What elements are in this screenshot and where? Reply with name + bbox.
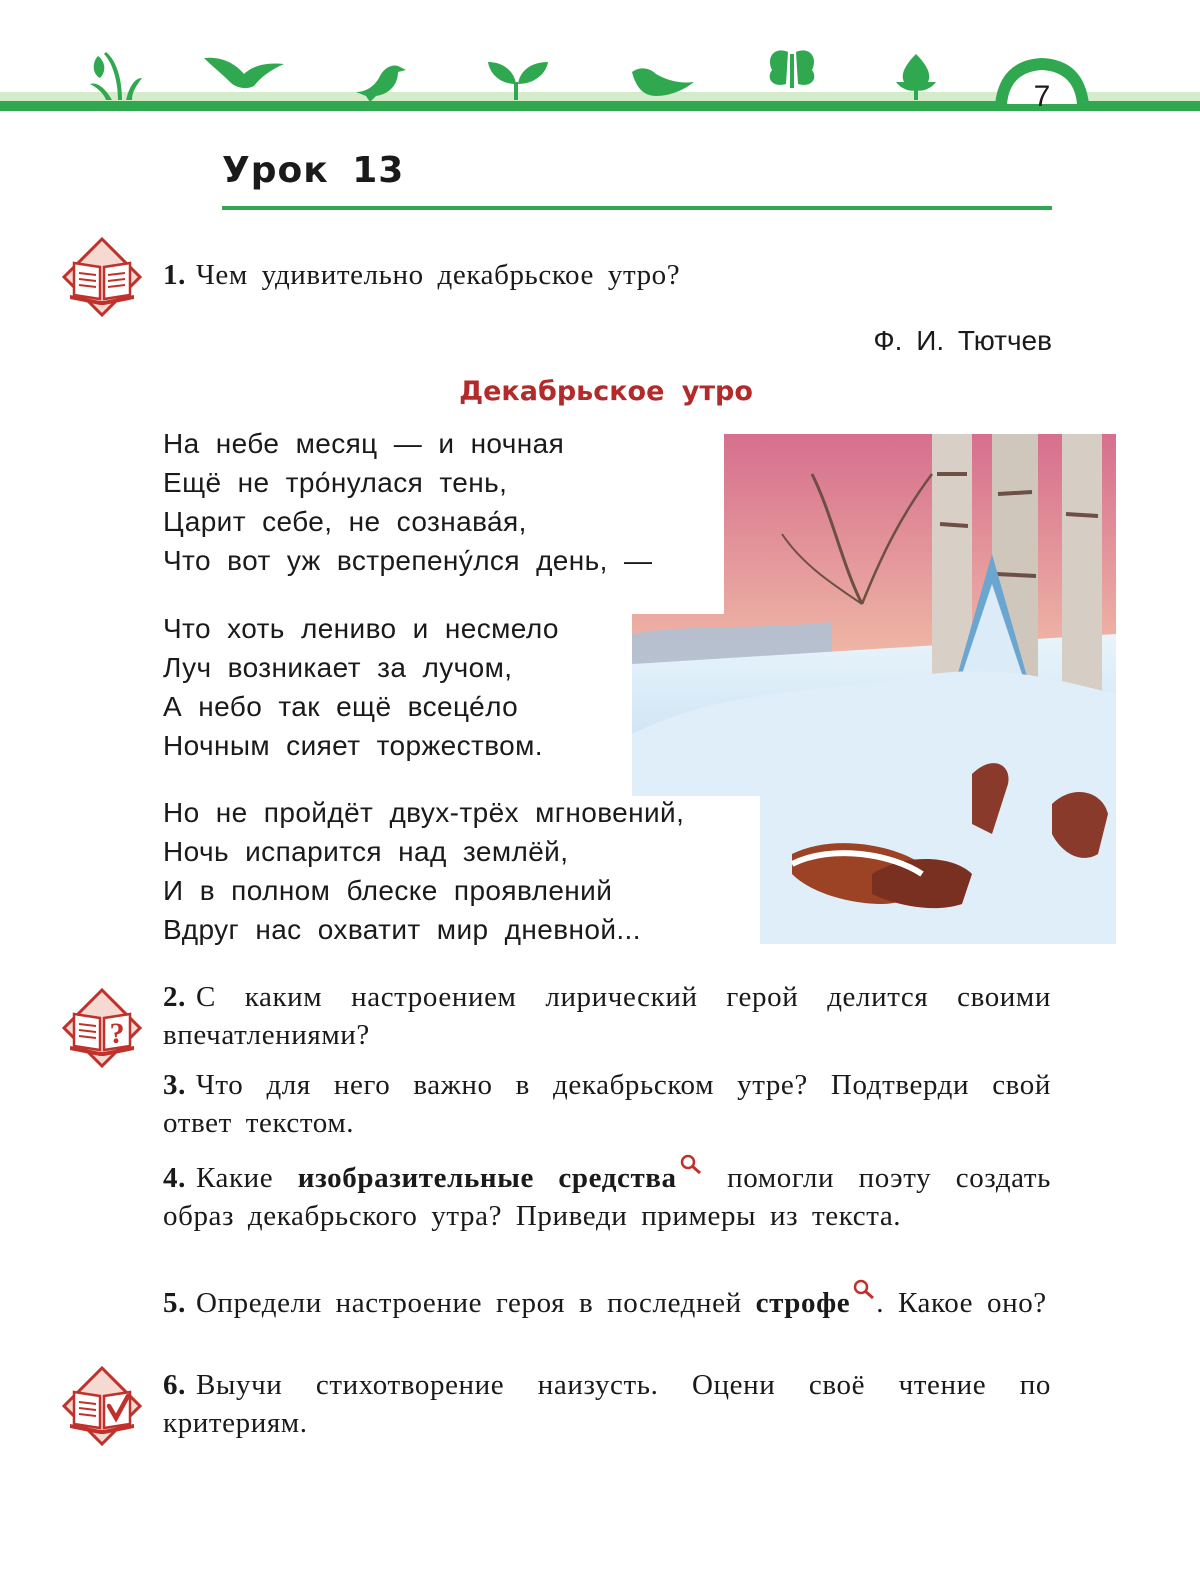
question-number: 2.	[163, 981, 186, 1013]
question-number: 6.	[163, 1369, 186, 1401]
lesson-title-underline	[222, 206, 1052, 210]
glossary-term: изобразительные средства	[297, 1162, 677, 1194]
question-5	[163, 1278, 1051, 1322]
question-text: С каким настроением лирический герой делится своими впечатлениями?	[163, 981, 1051, 1051]
poem-line: И в полном блеске проявлений	[163, 875, 613, 906]
question-text: . Какое оно?	[876, 1287, 1047, 1319]
page-header	[0, 0, 1200, 115]
poem-line: Ночь испарится над землёй,	[163, 836, 569, 867]
question-text: Какие	[195, 1162, 298, 1194]
glossary-term: строфе	[755, 1287, 851, 1319]
question-text: Выучи стихотворение наизусть. Оцени своё чтение по критериям.	[163, 1369, 1051, 1439]
butterfly-icon	[770, 50, 815, 88]
book-checkmark-icon	[62, 1366, 142, 1446]
question-6	[163, 1366, 1051, 1442]
lesson-title: Урок 13	[222, 150, 405, 191]
question-text: помогли поэту создать образ декабрьского утра? Приведи примеры из текста.	[163, 1162, 1051, 1232]
poem-line: А небо так ещё всеце́ло	[163, 691, 519, 722]
poem-line: Что вот уж встрепену́лся день, —	[163, 545, 653, 576]
question-1	[163, 256, 1051, 294]
open-book-icon	[62, 237, 142, 317]
question-number: 3.	[163, 1069, 186, 1101]
magnifier-icon	[679, 1153, 703, 1175]
question-number: 5.	[163, 1287, 186, 1319]
book-question-icon	[62, 988, 142, 1068]
question-text: Что для него важно в декабрьском утре? Подтверди свой ответ текстом.	[163, 1069, 1051, 1139]
question-text: Чем удивительно декабрьское утро?	[195, 259, 681, 291]
question-number: 4.	[163, 1162, 186, 1194]
poem-line: Ещё не тро́нулася тень,	[163, 467, 508, 498]
magnifier-icon	[852, 1278, 876, 1300]
poem-line: Что хоть лениво и несмело	[163, 613, 559, 644]
poem-line: Вдруг нас охватит мир дневной...	[163, 914, 641, 945]
question-3	[163, 1066, 1051, 1142]
poem-line: Луч возникает за лучом,	[163, 652, 513, 683]
poem-title: Декабрьское утро	[459, 376, 753, 407]
poem-author: Ф. И. Тютчев	[873, 325, 1052, 356]
poem-stanza-3	[163, 793, 684, 949]
winter-forest-illustration	[632, 434, 1116, 944]
poem-stanza-2	[163, 609, 559, 765]
poem-line: Ночным сияет торжеством.	[163, 730, 543, 761]
page-number: 7	[1033, 80, 1051, 113]
question-text: Определи настроение героя в последней	[195, 1287, 756, 1319]
poem-stanza-1	[163, 424, 652, 580]
question-2	[163, 978, 1051, 1054]
svg-text:?: ?	[109, 1017, 125, 1050]
question-4	[163, 1153, 1051, 1235]
poem-line: На небе месяц — и ночная	[163, 428, 565, 459]
question-number: 1.	[163, 259, 186, 291]
poem-line: Царит себе, не сознава́я,	[163, 506, 527, 537]
poem-line: Но не пройдёт двух-трёх мгновений,	[163, 797, 685, 828]
